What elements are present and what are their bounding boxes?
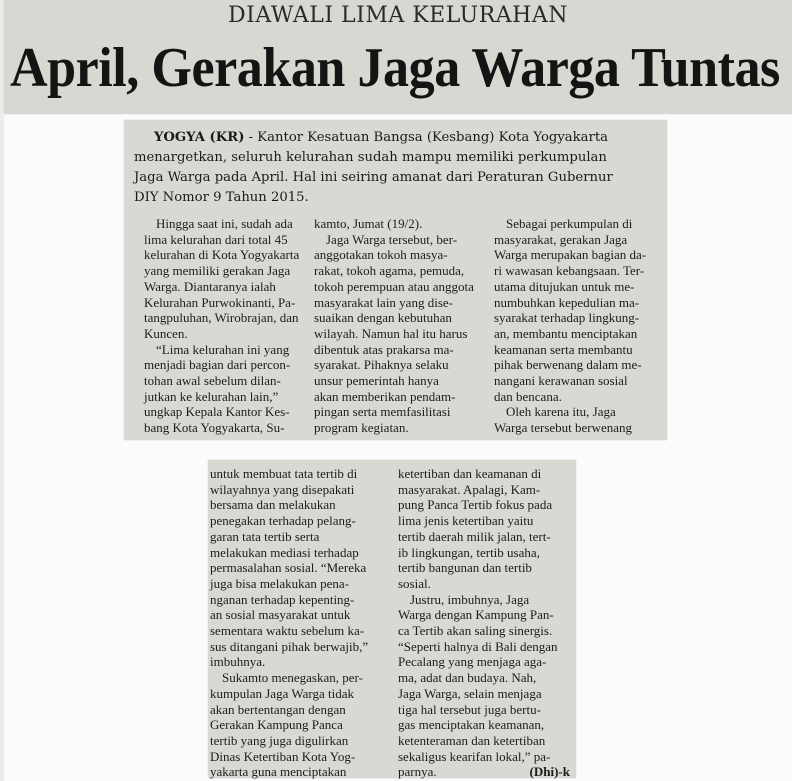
text-line: masyarakat. Apalagi, Kam-: [398, 481, 541, 497]
text-line: bang Kota Yogyakarta, Su-: [144, 420, 285, 436]
lead-paragraph: [134, 128, 639, 208]
lead-line: menargetkan, seluruh kelurahan sudah mampu memiliki perkumpulan: [134, 150, 607, 165]
text-line: Warga. Diantaranya ialah: [144, 278, 276, 294]
text-line: masyarakat, gerakan Jaga: [494, 231, 628, 247]
text-line: melakukan mediasi terhadap: [210, 544, 359, 560]
text-line: sementara waktu sebelum ka-: [210, 623, 365, 639]
text-line: masyarakat lain yang dise-: [314, 294, 453, 310]
text-line: pung Panca Tertib fokus pada: [398, 497, 553, 513]
text-line: nganan terhadap kepenting-: [210, 591, 355, 607]
text-line: unsur pemerintah hanya: [314, 373, 439, 389]
lead-first-line-text: - Kantor Kesatuan Bangsa (Kesbang) Kota Yogyakarta: [244, 130, 608, 145]
text-line: “Seperti halnya di Bali dengan: [398, 638, 558, 654]
text-line: parnya.: [398, 764, 437, 780]
text-line: Oleh karena itu, Jaga: [506, 404, 616, 420]
text-line: dan bencana.: [494, 388, 562, 404]
article-bottom-clipping: [208, 460, 576, 778]
text-line: syarakat. Pihaknya selaku: [314, 357, 449, 373]
text-line: tokoh perempuan atau anggota: [314, 278, 474, 294]
text-line: ketertiban dan keamanan di: [398, 466, 542, 481]
text-line: Warga dengan Kampung Pan-: [398, 607, 554, 623]
text-line: pihak berwenang dalam me-: [494, 357, 642, 373]
lead-first-line: [134, 128, 639, 148]
text-line: syarakat terhadap lingkung-: [494, 310, 640, 326]
text-line: keamanan serta membantu: [494, 341, 633, 357]
text-line: yang memiliki gerakan Jaga: [144, 263, 291, 279]
text-line: menjadi bagian dari percon-: [144, 357, 291, 373]
text-line: Warga merupakan bagian da-: [494, 247, 647, 263]
text-line: ca Tertib akan saling sinergis.: [398, 623, 553, 639]
text-line: tiga hal tersebut juga bertu-: [398, 701, 541, 717]
text-line: sus ditangani pihak berwajib,”: [210, 638, 369, 654]
bottom-column-1: [210, 466, 390, 780]
text-line: untuk membuat tata tertib di: [210, 466, 358, 481]
text-line: gas menciptakan keamanan,: [398, 717, 545, 733]
text-line: Kuncen.: [144, 325, 188, 341]
text-line: Justru, imbuhnya, Jaga: [410, 591, 530, 607]
headline-clipping: [4, 0, 792, 114]
headline: April, Gerakan Jaga Warga Tuntas: [10, 37, 780, 99]
text-line: nangani kerawanan sosial: [494, 373, 628, 389]
text-line: dibentuk atas prakarsa ma-: [314, 341, 454, 357]
text-line: garan tata tertib serta: [210, 528, 320, 544]
text-line: kelurahan di Kota Yogyakarta: [144, 247, 300, 263]
text-line: ungkap Kepala Kantor Kes-: [144, 404, 290, 420]
text-line: Jaga Warga, selain menjaga: [398, 685, 542, 701]
text-line: kamto, Jumat (19/2).: [314, 216, 423, 231]
text-line: ma, adat dan budaya. Nah,: [398, 670, 537, 686]
text-line: Gerakan Kampung Panca: [210, 717, 343, 733]
text-line: bersama dan melakukan: [210, 497, 336, 513]
text-line: imbuhnya.: [210, 654, 266, 670]
text-line: Pecalang yang menjaga aga-: [398, 654, 547, 670]
text-line: juga bisa melakukan pena-: [210, 575, 349, 591]
text-line: lima kelurahan dari total 45: [144, 231, 288, 247]
text-line: wilayah. Namun hal itu harus: [314, 325, 468, 341]
dateline: YOGYA (KR): [154, 130, 245, 145]
text-line: sosial.: [398, 575, 431, 591]
byline: (Dhi)-k: [529, 764, 570, 780]
text-line: Dinas Ketertiban Kota Yog-: [210, 748, 356, 764]
text-line: rakat, tokoh agama, pemuda,: [314, 263, 465, 279]
text-line: Sukamto menegaskan, per-: [222, 670, 363, 686]
text-line: yakarta guna menciptakan: [210, 764, 347, 780]
text-line: tertib daerah milik jalan, tert-: [398, 528, 551, 544]
text-line: jutkan ke kelurahan lain,”: [144, 388, 279, 404]
page-edge: [0, 0, 4, 781]
text-line: ib lingkungan, tertib usaha,: [398, 544, 540, 560]
text-line: tangpuluhan, Wirobrajan, dan: [144, 310, 299, 326]
text-line: program kegiatan.: [314, 420, 409, 436]
text-line: numbuhkan kepedulian ma-: [494, 294, 640, 310]
text-line: Sebagai perkumpulan di: [506, 216, 633, 231]
text-line: “Lima kelurahan ini yang: [156, 341, 290, 357]
text-line: anggotakan tokoh masya-: [314, 247, 448, 263]
text-line: an, membantu menciptakan: [494, 325, 638, 341]
text-line: penegakan terhadap pelang-: [210, 513, 356, 529]
lead-line: Jaga Warga pada April. Hal ini seiring amanat dari Peraturan Gubernur: [134, 170, 613, 185]
kicker: DIAWALI LIMA KELURAHAN: [228, 3, 568, 28]
top-column-3: [494, 216, 660, 436]
text-line: tertib yang juga digulirkan: [210, 732, 349, 748]
top-column-1: [144, 216, 316, 436]
text-line: Warga tersebut berwenang: [494, 420, 633, 436]
text-line: Hingga saat ini, sudah ada: [156, 216, 293, 231]
text-line: pingan serta memfasilitasi: [314, 404, 451, 420]
text-line: akan bertentangan dengan: [210, 701, 346, 717]
text-line: Jaga Warga tersebut, ber-: [326, 231, 458, 247]
text-line: sekaligus kearifan lokal,” pa-: [398, 748, 551, 764]
text-line: permasalahan sosial. “Mereka: [210, 560, 367, 576]
text-line: Kelurahan Purwokinanti, Pa-: [144, 294, 296, 310]
text-line: wilayahnya yang disepakati: [210, 481, 355, 497]
text-line: an sosial masyarakat untuk: [210, 607, 351, 623]
text-line: kumpulan Jaga Warga tidak: [210, 685, 354, 701]
text-line: utama ditujukan untuk me-: [494, 278, 635, 294]
bottom-column-2: [398, 466, 570, 780]
text-line: suaikan dengan kebutuhan: [314, 310, 452, 326]
article-top-clipping: [124, 120, 667, 440]
text-line: lima jenis ketertiban yaitu: [398, 513, 534, 529]
text-line: tertib bangunan dan tertib: [398, 560, 532, 576]
lead-line: DIY Nomor 9 Tahun 2015.: [134, 190, 309, 205]
top-column-2: [314, 216, 480, 436]
text-line: akan memberikan pendam-: [314, 388, 456, 404]
text-line: tohan awal sebelum dilan-: [144, 373, 281, 389]
text-line: ketenteraman dan ketertiban: [398, 732, 546, 748]
text-line: ri wawasan kebangsaan. Ter-: [494, 263, 645, 279]
